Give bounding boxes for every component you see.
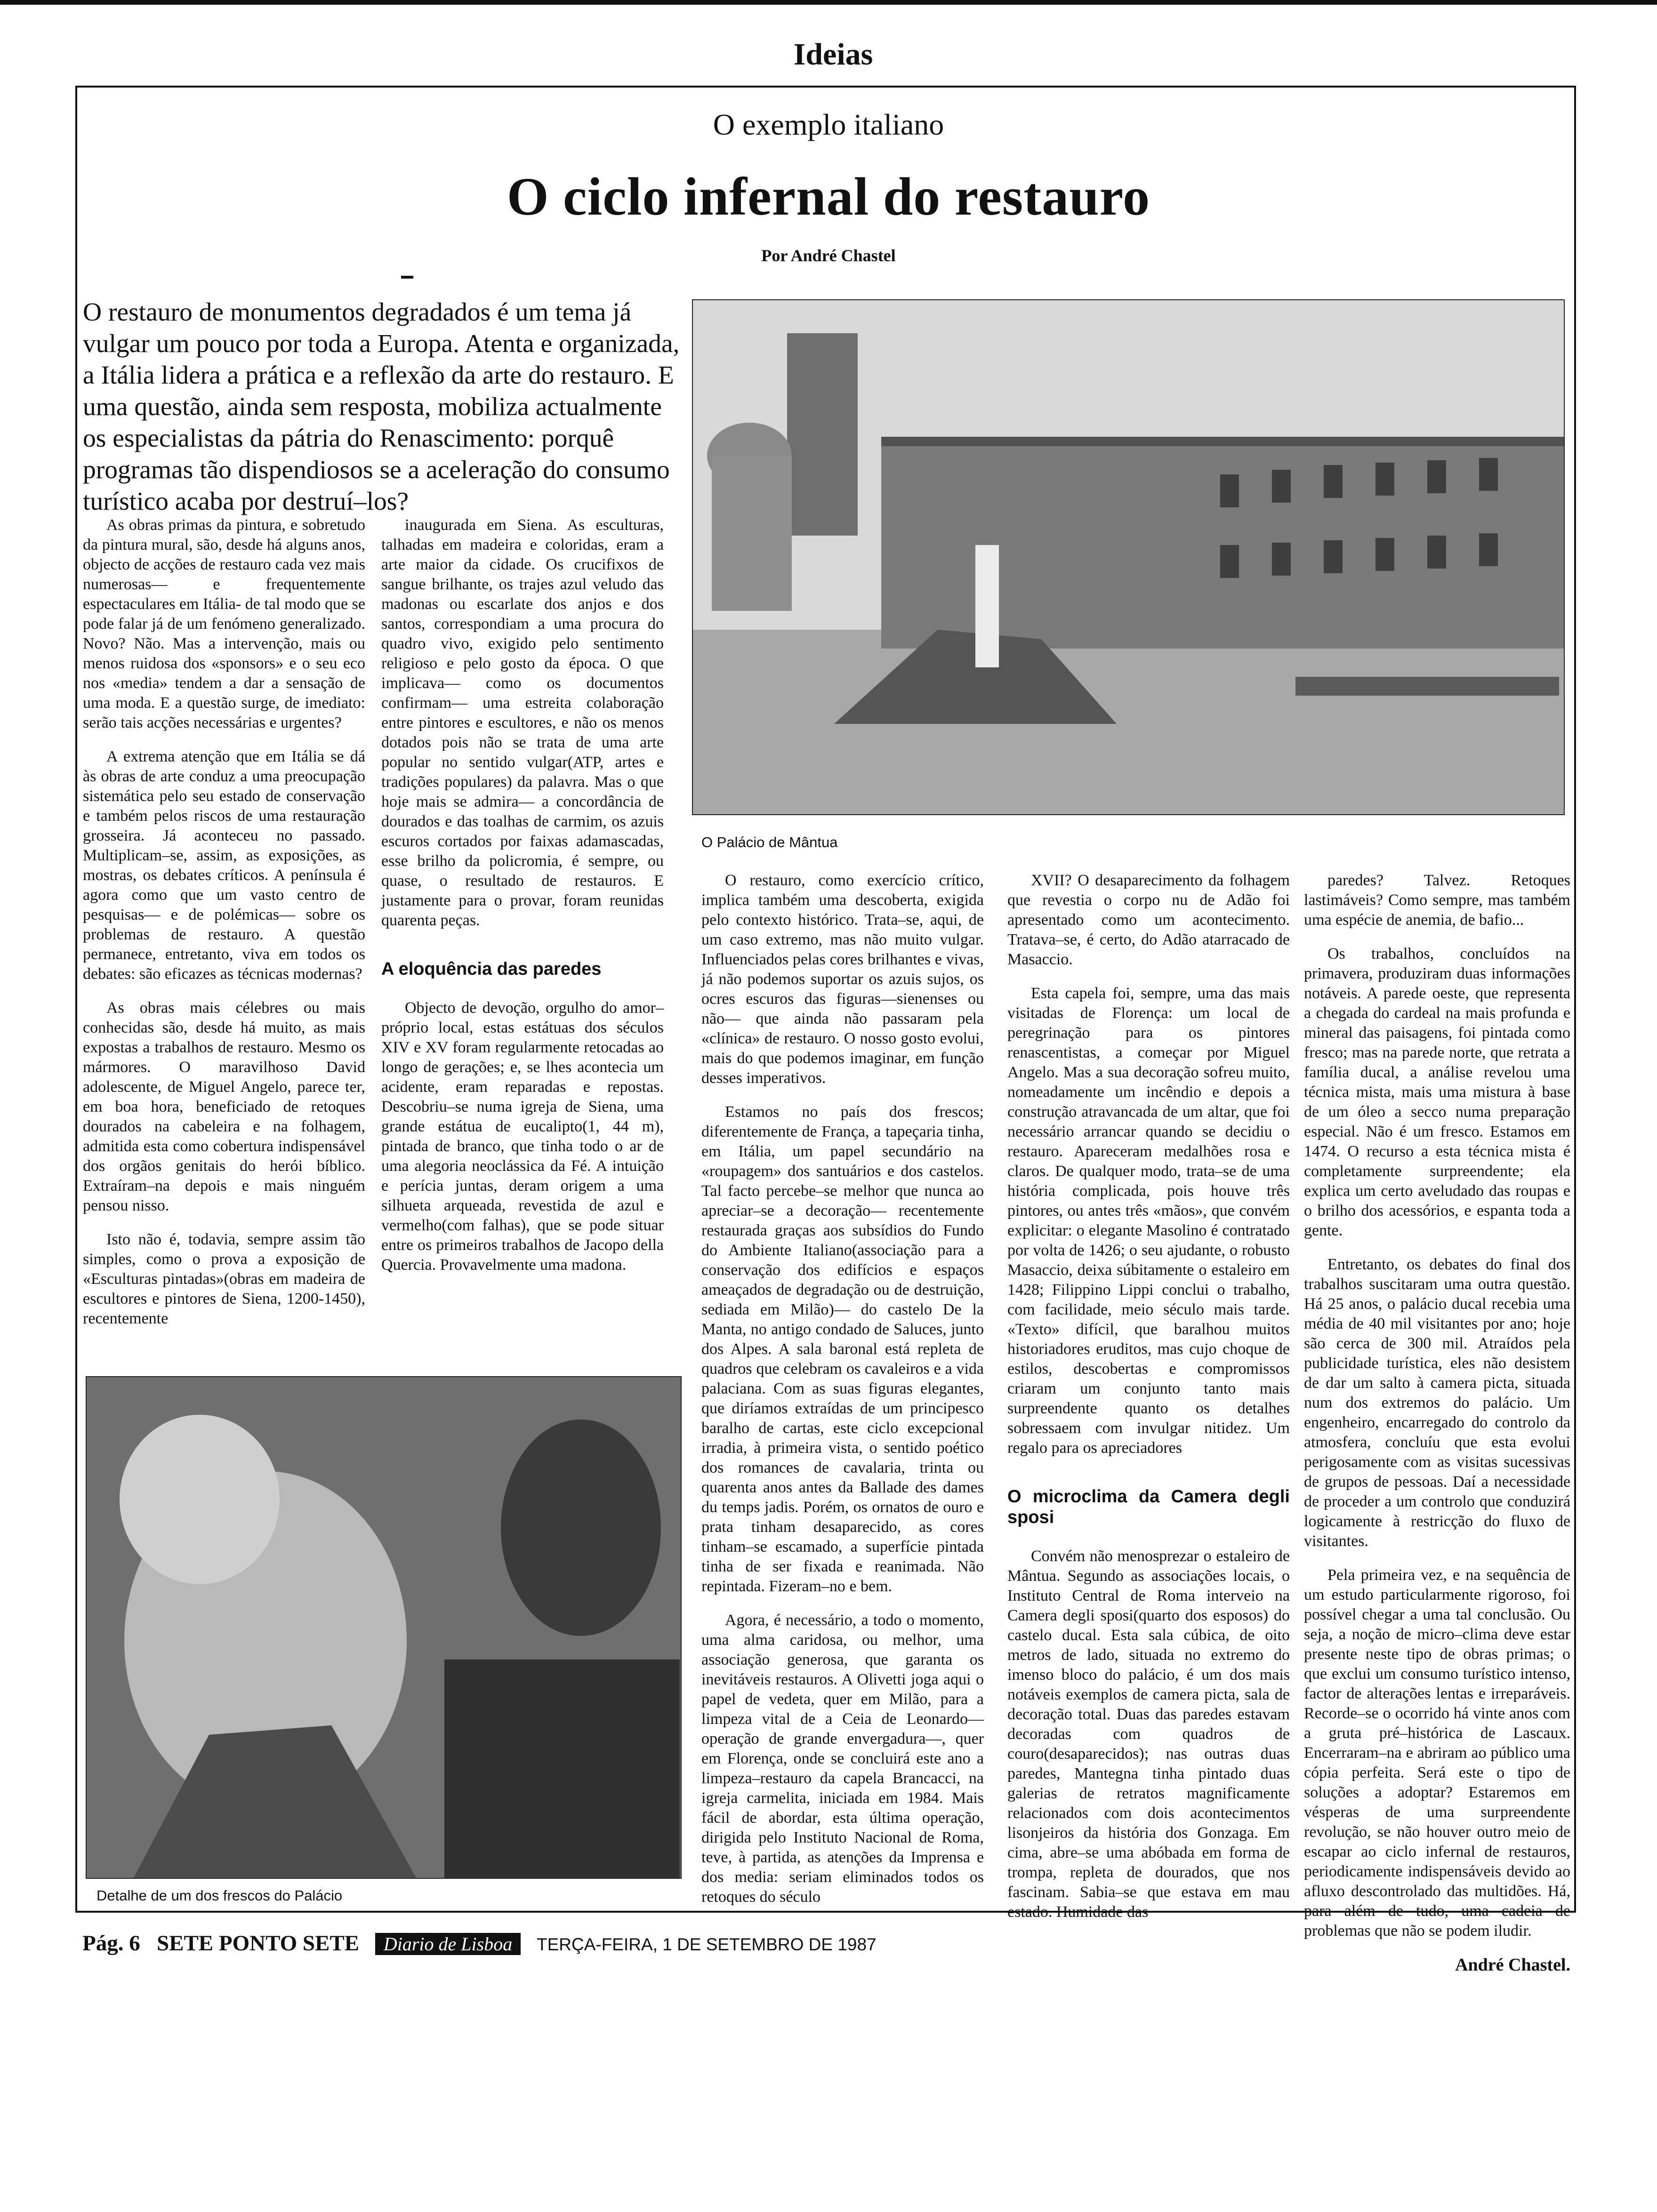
page-footer xyxy=(82,1931,1259,1956)
supplement-name: SETE PONTO SETE xyxy=(156,1931,360,1956)
author-signature: André Chastel. xyxy=(1455,1955,1570,1975)
article-kicker: O exemplo italiano xyxy=(713,108,944,141)
subheading: A eloquência das paredes xyxy=(381,959,602,979)
section-label: Ideias xyxy=(793,37,873,72)
column-1 xyxy=(83,515,365,1343)
paragraph: Estamos no país dos frescos; diferentemente de França, a tapeçaria tinha, em Itália, um papel secundário na «roupagem» dos santuários e dos castelos. Tal facto percebe–se melhor que nunca ao apreciar–se a decoração— recentemente restaurada graças aos subsídios do Fundo do Ambiente Italiano(associação para a conservação dos edifícios e espaços ameaçados de degradação ou de destruição, sediada em Milão)— do castelo De la Manta, no antigo condado de Saluces, junto dos Alpes. A sala baronal está repleta de quadros que celebram os cavaleiros e a vida palaciana. Com as suas figuras elegantes, que diríamos extraídas de um principesco baralho de cartas, este ciclo excepcional irradia, à primeira vista, o sentido poético dos romances de cavalaria, trinta ou quarenta anos antes da Ballade des dames du temps jadis. Porém, os ornatos de ouro e prata tinham desaparecido, as cores tinham–se escamado, a superfície pintada tinha de ser fixada e reanimada. Não repintada. Fizeram–no e bem. xyxy=(701,1103,984,1595)
paragraph: Os trabalhos, concluídos na primavera, produziram duas informações notáveis. A parede oeste, que representa a chegada do cardeal na mais profunda e mineral das paisagens, foi pintada como fresco; mas na parede norte, que retrata a família ducal, a análise revelou uma técnica mista, mais uma mistura à base de um óleo a secco numa preparação especial. Não é um fresco. Estamos em 1474. O recurso a esta técnica mista é completamente surpreendente; ela explica um certo aveludado das roupas e o brilho dos acessórios, e espanta toda a gente. xyxy=(1304,945,1570,1239)
top-rule xyxy=(0,0,1657,5)
newspaper-masthead: Diario de Lisboa xyxy=(375,1933,521,1955)
column-5 xyxy=(1304,871,1570,1975)
paragraph: Isto não é, todavia, sempre assim tão simples, como o prova a exposição de «Esculturas pintadas»(obras em madeira de escultores e pintores de Siena, 1200-1450), recentemente xyxy=(83,1231,365,1327)
page-number: Pág. 6 xyxy=(82,1931,140,1956)
palace-photo xyxy=(692,299,1565,815)
article-lead: O restauro de monumentos degradados é um tema já vulgar um pouco por toda a Europa. Atenta e organizada, a Itália lidera a prática e a reflexão da arte do restauro. E uma questão, ainda sem resposta, mobiliza actualmente os especialistas da pátria do Renascimento: porquê programas tão dispendiosos se a aceleração do consumo turístico acaba por destruí–los? xyxy=(83,298,680,516)
paragraph: Pela primeira vez, e na sequência de um estudo particularmente rigoroso, foi possível chegar a uma tal conclusão. Ou seja, a noção de micro–clima deve estar presente neste tipo de obras primas; o que exclui um consumo turístico intenso, factor de alterações lentas e irreparáveis. Recorde–se o ocorrido há vinte anos com a gruta pré–histórica de Lascaux. Encerraram–na e abriram ao público uma cópia perfeita. Será este o tipo de soluções a adoptar? Estaremos em vésperas de uma surpreendente revolução, se não houver outro meio de escapar ao ciclo infernal de restauros, periodicamente indispensáveis devido ao afluxo descontrolado das multidões. Há, para além de tudo, uma cadeia de problemas que não se podem iludir. xyxy=(1304,1566,1570,1940)
paragraph: Convém não menosprezar o estaleiro de Mântua. Segundo as associações locais, o Instituto Central de Roma interveio na Camera degli sposi(quarto dos esposos) do castelo ducal. Esta sala cúbica, de oito metros de lado, situada no extremo do imenso bloco do palácio, é um dos mais notáveis exemplos de camera picta, sala de decoração total. Duas das paredes estavam decoradas com quadros de couro(desaparecidos); nas outras duas paredes, Mantegna tinha pintado duas galerias de retratos magnificamente relacionados com dois acontecimentos lisonjeiros da história dos Gonzaga. Em cima, abre–se uma abóbada em forma de trompa, repleta de dourados, que nos fascinam. Sabia–se que estava em mau estado. Humidade das xyxy=(1007,1547,1290,1921)
column-4 xyxy=(1007,871,1290,1936)
paragraph: XVII? O desaparecimento da folhagem que revestia o corpo nu de Adão foi apresentado como um acontecimento. Tratava–se, é certo, do Adão atarracado de Masaccio. xyxy=(1007,872,1290,968)
paragraph: Esta capela foi, sempre, uma das mais visitadas de Florença: um local de peregrinação para os pintores renascentistas, a começar por Miguel Angelo. Mas a sua decoração sofreu muito, nomeadamente um incêndio e depois a construção atravancada de um altar, que foi necessário arrancar quando se decidiu o restauro. Apareceram medalhões rosa e claros. De qualquer modo, trata–se de uma história complicada, pois houve três pintores, ou antes três «mãos», que convém explicitar: o elegante Masolino é contratado por volta de 1426; o seu ajudante, o robusto Masaccio, deixa súbitamente o estaleiro em 1428; Filippino Lippi conclui o trabalho, com facilidade, meio século mais tarde. «Texto» difícil, que baralhou muitos historiadores eruditos, mas cujo choque de estilos, descobertas e compromissos criaram um conjunto tanto mais surpreendente quanto os detalhes sobressaem com invulgar nitidez. Um regalo para os apreciadores xyxy=(1007,985,1290,1457)
fresco-photo xyxy=(86,1376,682,1879)
paragraph: O restauro, como exercício crítico, implica também uma descoberta, exigida pelo contexto histórico. Trata–se, aqui, de um caso extremo, mas não muito vulgar. Influenciados pelas cores brilhantes e vivas, já não podemos suportar os azuis sujos, os ocres escuros das figuras—sienenses ou não— que ainda não passaram pela «clínica» de restauro. O nosso gosto evolui, mais do que podemos imaginar, em função desses imperativos. xyxy=(701,872,984,1087)
article-headline: O ciclo infernal do restauro xyxy=(507,167,1150,226)
palace-illustration xyxy=(693,300,1564,814)
divider xyxy=(401,276,413,279)
column-3 xyxy=(701,871,984,1921)
paragraph: Entretanto, os debates do final dos trabalhos suscitaram uma outra questão. Há 25 anos, o palácio ducal recebia uma média de 40 mil visitantes por ano; hoje são cerca de 300 mil. Atraídos pela publicidade turística, eles não desistem de dar um salto à camera picta, situada num dos extremos do palácio. Um engenheiro, encarregado do controlo da atmosfera, concluíu que esta evolui perigosamente com as visitas sucessivas de grupos de pessoas. Daí a necessidade de proceder a um controlo que conduzirá logicamente à restricção do fluxo de visitantes. xyxy=(1304,1256,1570,1550)
paragraph: As obras mais célebres ou mais conhecidas são, desde há muito, as mais expostas a trabalhos de restauro. Mesmo os mármores. O maravilhoso David adolescente, de Miguel Angelo, parece ter, em boa hora, beneficiado de retoques dourados na cabeleira e na folhagem, admitida esta como cobertura indispensável dos orgãos genitais do herói bíblico. Extraíram–na depois e mais ninguém pensou nisso. xyxy=(83,999,365,1214)
paragraph: paredes? Talvez. Retoques lastimáveis? Como sempre, mas também uma espécie de anemia, de bafio... xyxy=(1304,872,1570,929)
paragraph: A extrema atenção que em Itália se dá às obras de arte conduz a uma preocupação sistemática pelo seu estado de conservação e também pelos riscos de uma restauração grosseira. Já aconteceu no passado. Multiplicam–se, assim, as exposições, as mostras, os debates críticos. A península é agora como que um vasto centro de pesquisas— e de polémicas— sobre os problemas de restauro. A questão permanece, entretanto, viva em todos os debates: são eficazes as técnicas modernas? xyxy=(83,748,365,983)
subheading: O microclima da Camera degli sposi xyxy=(1007,1487,1290,1527)
photo-caption: O Palácio de Mântua xyxy=(701,834,838,850)
article-byline: Por André Chastel xyxy=(761,246,896,265)
paragraph: inaugurada em Siena. As esculturas, talhadas em madeira e coloridas, eram a arte maior da cidade. Os crucifixos de sangue brilhante, os trajes azul veludo das madonas ou escarlate dos anjos e dos santos, correspondiam a uma procura do quadro vivo, exigido pelo sentimento religioso e pelo gosto da época. O que implicava— como os documentos confirmam— uma estreita colaboração entre pintores e escultores, e não os menos dotados pois não se trata de uma arte popular no sentido vulgar(ATP, artes e tradições populares) da palavra. Mas o que hoje mais se admira— a concordância de dourados e das toalhas de carmim, os azuis escuros cortados por faixas adamascadas, esse brilho da policromia, é sempre, ou quase, o resultado de restauros. E justamente para o provar, foram reunidas quarenta peças. xyxy=(381,516,664,929)
column-2 xyxy=(381,515,664,1289)
paragraph: Objecto de devoção, orgulho do amor–próprio local, estas estátuas dos séculos XIV e XV foram regularmente retocadas ao longo de gerações; e, se lhes acontecia um acidente, eram reparadas e repostas. Descobriu–se numa igreja de Siena, uma grande estátua de eucalipto(1, 44 m), pintada de branco, que tinha todo o ar de uma alegoria neoclássica da Fé. A intuição e perícia juntas, deram origem a uma silhueta arqueada, revestida de azul e vermelho(com falhas), que se pode situar entre os primeiros trabalhos de Jacopo della Quercia. Provavelmente uma madona. xyxy=(381,999,664,1274)
publication-date: TERÇA-FEIRA, 1 DE SETEMBRO DE 1987 xyxy=(536,1935,877,1954)
paragraph: As obras primas da pintura, e sobretudo da pintura mural, são, desde há alguns anos, objecto de acções de restauro cada vez mais numerosas— e frequentemente espectaculares em Itália- de tal modo que se pode falar já de um fenómeno generalizado. Novo? Não. Mas a intervenção, mais ou menos ruidosa dos «sponsors» e o seu eco nos «media» tendem a dar a sensação de uma moda. E a questão surge, de imediato: serão tais acções necessárias e urgentes? xyxy=(83,516,365,731)
paragraph: Agora, é necessário, a todo o momento, uma alma caridosa, ou melhor, uma associação generosa, que garanta os inevitáveis restauros. A Olivetti joga aqui o papel de vedeta, quer em Milão, para a limpeza vital de a Ceia de Leonardo— operação de grande envergadura—, quer em Florença, onde se concluirá este ano a limpeza–restauro da capela Brancacci, na igreja carmelita, iniciada em 1984. Mais fácil de abordar, esta última operação, dirigida pelo Instituto Nacional de Roma, teve, à partida, as atenções da Imprensa e dos media: seriam eliminados todos os retoques do século xyxy=(701,1611,984,1906)
photo-caption: Detalhe de um dos frescos do Palácio xyxy=(97,1887,343,1904)
fresco-illustration xyxy=(87,1377,681,1878)
